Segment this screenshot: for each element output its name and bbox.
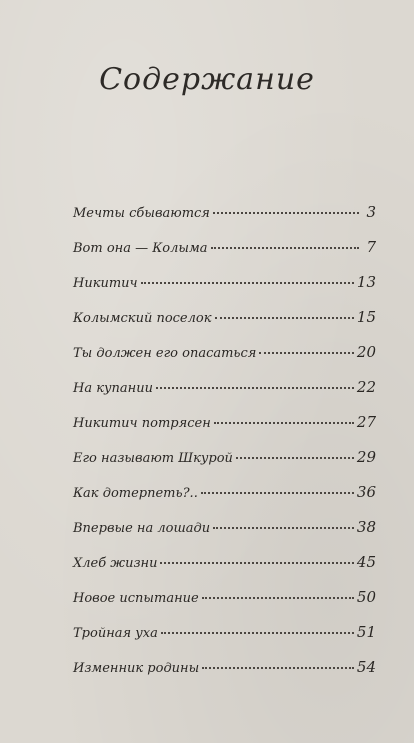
toc-page-number: 50 bbox=[356, 588, 376, 606]
toc-entry-title: Вот она — Колыма bbox=[73, 241, 208, 256]
toc-entry-title: Новое испытание bbox=[73, 591, 199, 606]
toc-entry bbox=[73, 553, 376, 588]
toc-entry bbox=[73, 448, 376, 483]
toc-entry-title: На купании bbox=[73, 381, 153, 396]
toc-entry-title: Никитич bbox=[73, 276, 138, 291]
dot-leader bbox=[161, 632, 354, 634]
toc-entry-title: Как дотерпеть?.. bbox=[73, 486, 198, 501]
toc-entry bbox=[73, 588, 376, 623]
dot-leader bbox=[211, 247, 359, 249]
dot-leader bbox=[202, 667, 354, 669]
toc-page-number: 45 bbox=[356, 553, 376, 571]
toc-page-number: 13 bbox=[356, 273, 376, 291]
toc-page-number: 3 bbox=[366, 203, 376, 221]
dot-leader bbox=[213, 527, 354, 529]
dot-leader bbox=[202, 597, 354, 599]
toc-entry-title: Мечты сбываются bbox=[73, 206, 210, 221]
toc-page-number: 22 bbox=[356, 378, 376, 396]
toc-entry-title: Впервые на лошади bbox=[73, 521, 211, 536]
toc-page-number: 7 bbox=[366, 238, 376, 256]
dot-leader bbox=[259, 352, 354, 354]
toc-entry bbox=[73, 518, 376, 553]
toc-entry bbox=[73, 203, 376, 238]
table-of-contents bbox=[73, 203, 376, 693]
dot-leader bbox=[201, 492, 354, 494]
toc-page-number: 51 bbox=[356, 623, 376, 641]
toc-entry bbox=[73, 343, 376, 378]
toc-entry-title: Колымский поселок bbox=[73, 311, 212, 326]
toc-entry bbox=[73, 483, 376, 518]
page-title: Содержание bbox=[99, 62, 315, 97]
toc-entry-title: Никитич потрясен bbox=[73, 416, 211, 431]
toc-entry-title: Ты должен его опасаться bbox=[73, 346, 257, 361]
toc-entry bbox=[73, 378, 376, 413]
dot-leader bbox=[213, 212, 359, 214]
toc-page-number: 20 bbox=[356, 343, 376, 361]
toc-page-number: 36 bbox=[356, 483, 376, 501]
toc-entry bbox=[73, 623, 376, 658]
toc-entry bbox=[73, 658, 376, 693]
toc-entry-title: Тройная уха bbox=[73, 626, 158, 641]
toc-entry bbox=[73, 273, 376, 308]
dot-leader bbox=[215, 317, 354, 319]
toc-entry bbox=[73, 308, 376, 343]
toc-entry-title: Хлеб жизни bbox=[73, 556, 158, 571]
dot-leader bbox=[236, 457, 354, 459]
toc-page-number: 27 bbox=[356, 413, 376, 431]
toc-entry bbox=[73, 238, 376, 273]
toc-page-number: 29 bbox=[356, 448, 376, 466]
toc-page-number: 38 bbox=[356, 518, 376, 536]
toc-entry-title: Его называют Шкурой bbox=[73, 451, 233, 466]
toc-page-number: 15 bbox=[356, 308, 376, 326]
toc-entry-title: Изменник родины bbox=[73, 661, 200, 676]
dot-leader bbox=[156, 387, 354, 389]
dot-leader bbox=[160, 562, 353, 564]
dot-leader bbox=[141, 282, 354, 284]
toc-entry bbox=[73, 413, 376, 448]
toc-page-number: 54 bbox=[356, 658, 376, 676]
dot-leader bbox=[214, 422, 354, 424]
